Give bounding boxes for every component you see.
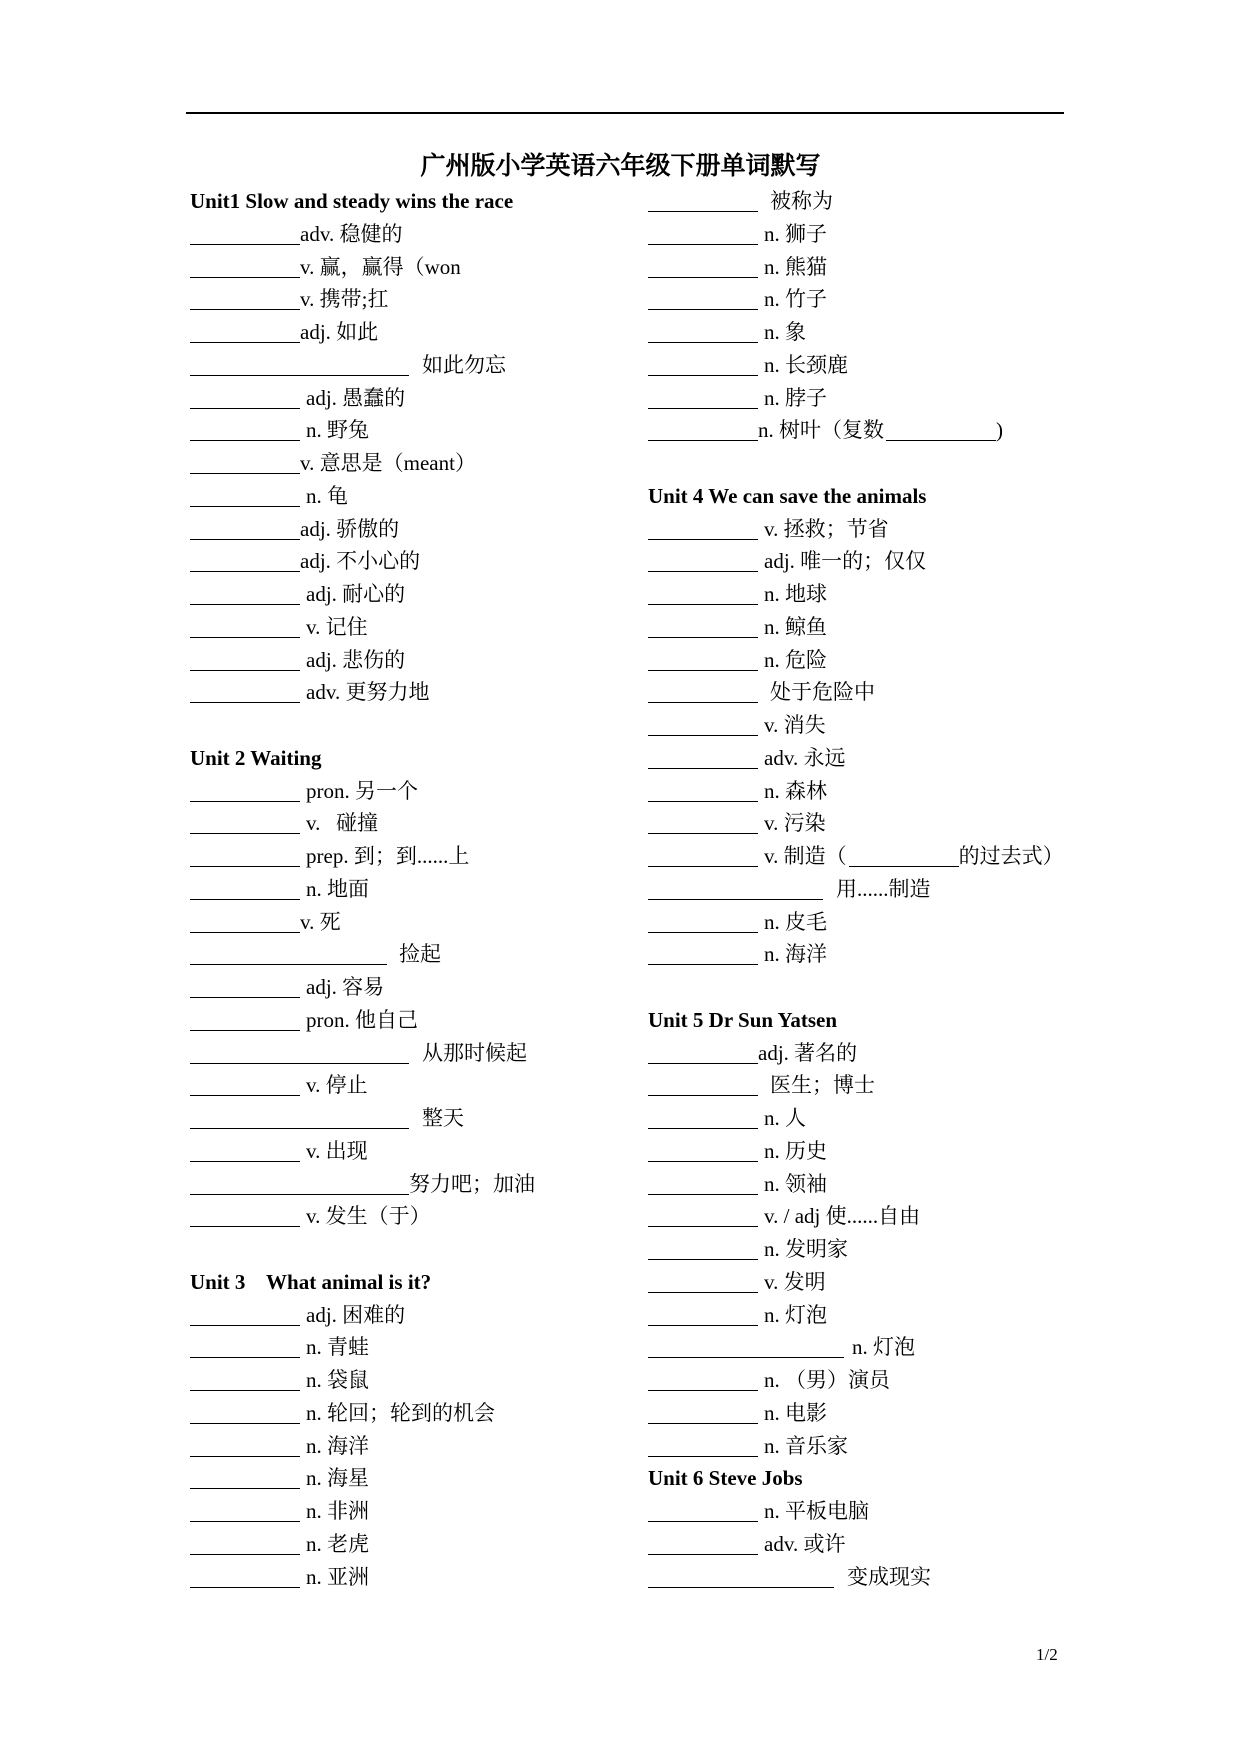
vocab-prompt: 捡起 xyxy=(399,942,441,967)
answer-blank xyxy=(648,1337,844,1358)
unit-heading: Unit 6 Steve Jobs xyxy=(648,1466,803,1491)
vocab-prompt: v. 拯救；节省 xyxy=(764,516,889,541)
vocab-prompt: n. 危险 xyxy=(764,647,827,672)
left-column xyxy=(190,185,630,1593)
vocab-prompt: adv. 更努力地 xyxy=(306,680,430,705)
vocab-row xyxy=(190,1561,630,1594)
vocab-row xyxy=(648,545,1088,578)
vocab-prompt: adj. 骄傲的 xyxy=(300,516,400,541)
plural-answer-blank xyxy=(886,420,996,441)
vocab-prompt: v. 碰撞 xyxy=(306,811,379,836)
vocab-prompt: n. 海洋 xyxy=(764,942,827,967)
vocab-row xyxy=(648,1200,1088,1233)
answer-blank xyxy=(648,1174,758,1195)
answer-blank xyxy=(648,1043,758,1064)
page-number: 1/2 xyxy=(1036,1645,1058,1664)
vocab-row xyxy=(648,185,1088,218)
vocab-row xyxy=(648,1397,1088,1430)
unit-heading: Unit 2 Waiting xyxy=(190,745,322,770)
vocab-row xyxy=(190,382,630,415)
vocab-row xyxy=(190,873,630,906)
vocab-row xyxy=(190,1102,630,1135)
vocab-prompt: 努力吧；加油 xyxy=(409,1171,535,1196)
vocab-row xyxy=(648,283,1088,316)
vocab-prompt: v. 发生（于） xyxy=(306,1204,431,1229)
vocab-row xyxy=(648,1561,1088,1594)
vocab-row xyxy=(648,382,1088,415)
answer-blank xyxy=(190,846,300,867)
vocab-row xyxy=(190,938,630,971)
vocab-row xyxy=(190,1168,630,1201)
answer-blank xyxy=(648,1403,758,1424)
vocab-row xyxy=(190,1069,630,1102)
vocab-prompt: n. 树叶（复数 xyxy=(758,418,884,443)
vocab-prompt: adj. 如此 xyxy=(300,320,379,344)
answer-blank xyxy=(648,912,758,933)
vocab-prompt: 从那时候起 xyxy=(422,1040,527,1065)
vocab-prompt: n. 袋鼠 xyxy=(306,1368,369,1392)
vocab-prompt: n. 非洲 xyxy=(306,1499,369,1523)
answer-blank xyxy=(648,355,758,376)
answer-blank xyxy=(190,355,409,376)
answer-blank xyxy=(190,1403,300,1424)
vocab-prompt: adj. 唯一的；仅仅 xyxy=(764,549,927,574)
answer-blank xyxy=(190,1436,300,1457)
vocab-row xyxy=(190,251,630,284)
vocab-prompt-close: 的过去式） xyxy=(958,844,1064,868)
vocab-prompt: adv. 永远 xyxy=(764,745,846,770)
answer-blank xyxy=(190,1108,409,1129)
vocab-prompt: n. 灯泡 xyxy=(764,1302,827,1327)
vocab-prompt-close: ) xyxy=(996,418,1003,443)
vocab-prompt: v. 污染 xyxy=(764,811,826,836)
vocab-prompt: n. 发明家 xyxy=(764,1237,848,1261)
answer-blank xyxy=(648,1567,834,1588)
vocab-prompt: v. 赢，赢得（won xyxy=(300,254,461,279)
answer-blank xyxy=(190,912,300,933)
vocab-row xyxy=(648,218,1088,251)
unit-heading: Unit1 Slow and steady wins the race xyxy=(190,189,514,213)
answer-blank xyxy=(648,420,758,441)
answer-blank xyxy=(648,584,758,605)
vocab-prompt: adv. 或许 xyxy=(764,1531,846,1556)
vocab-row xyxy=(648,1364,1088,1397)
answer-blank xyxy=(190,1010,300,1031)
vocab-prompt: adj. 悲伤的 xyxy=(306,647,406,672)
vocab-row xyxy=(190,906,630,939)
vocab-row xyxy=(190,1462,630,1495)
answer-blank xyxy=(648,1436,758,1457)
vocab-prompt: adj. 容易 xyxy=(306,975,385,999)
vocab-row xyxy=(190,775,630,808)
answer-blank xyxy=(648,1370,758,1391)
answer-blank xyxy=(190,879,300,900)
vocab-prompt: n. 音乐家 xyxy=(764,1433,848,1458)
answer-blank xyxy=(648,650,758,671)
vocab-row xyxy=(648,1069,1088,1102)
answer-blank xyxy=(648,1141,758,1162)
vocab-prompt: 医生；博士 xyxy=(770,1073,875,1098)
answer-blank xyxy=(190,224,300,245)
vocab-prompt: n. 皮毛 xyxy=(764,909,827,934)
vocab-prompt: n. 地面 xyxy=(306,876,369,901)
vocab-prompt: adj. 困难的 xyxy=(306,1302,406,1327)
unit-heading: Unit 3 What animal is it? xyxy=(190,1269,432,1294)
answer-blank xyxy=(190,1370,300,1391)
answer-blank xyxy=(190,1534,300,1555)
answer-blank xyxy=(648,519,758,540)
answer-blank xyxy=(648,224,758,245)
answer-blank xyxy=(648,1108,758,1129)
vocab-row xyxy=(190,1004,630,1037)
vocab-prompt: pron. 另一个 xyxy=(306,778,418,803)
answer-blank xyxy=(190,813,300,834)
answer-blank xyxy=(190,1075,300,1096)
vocab-prompt: pron. 他自己 xyxy=(306,1007,418,1032)
answer-blank xyxy=(190,944,387,965)
vocab-row xyxy=(648,1135,1088,1168)
vocab-row xyxy=(190,971,630,1004)
vocab-row xyxy=(190,1037,630,1070)
answer-blank xyxy=(648,748,758,769)
answer-blank xyxy=(648,617,758,638)
vocab-prompt: n. 地球 xyxy=(764,582,827,606)
vocab-row xyxy=(190,611,630,644)
vocab-prompt: n. 老虎 xyxy=(306,1531,369,1556)
vocab-row xyxy=(648,414,1088,447)
answer-blank xyxy=(190,322,300,343)
vocab-row xyxy=(648,938,1088,971)
answer-blank xyxy=(648,551,758,572)
vocab-row xyxy=(190,1299,630,1332)
vocab-row xyxy=(190,1430,630,1463)
answer-blank xyxy=(648,1272,758,1293)
answer-blank xyxy=(648,1206,758,1227)
answer-blank xyxy=(190,1567,300,1588)
vocab-row xyxy=(648,906,1088,939)
vocab-prompt: adj. 著名的 xyxy=(758,1040,858,1065)
vocab-prompt: n. 狮子 xyxy=(764,221,827,246)
answer-blank xyxy=(190,584,300,605)
vocab-row xyxy=(190,513,630,546)
answer-blank xyxy=(648,191,758,212)
vocab-prompt: v. 停止 xyxy=(306,1073,368,1098)
answer-blank xyxy=(190,388,300,409)
answer-blank xyxy=(648,388,758,409)
header-rule xyxy=(186,112,1064,114)
vocab-row xyxy=(648,775,1088,808)
vocab-prompt: v. 出现 xyxy=(306,1138,368,1163)
vocab-prompt: 被称为 xyxy=(770,189,833,213)
answer-blank xyxy=(648,781,758,802)
answer-blank xyxy=(648,682,758,703)
vocab-row xyxy=(648,676,1088,709)
vocab-prompt: n. 人 xyxy=(764,1106,806,1130)
vocab-prompt: n. 长颈鹿 xyxy=(764,352,848,377)
answer-blank xyxy=(190,257,300,278)
vocab-prompt: adv. 稳健的 xyxy=(300,221,403,246)
vocab-row xyxy=(190,1495,630,1528)
answer-blank xyxy=(648,879,823,900)
vocab-prompt: n. 鲸鱼 xyxy=(764,614,827,639)
vocab-prompt: n. 竹子 xyxy=(764,287,827,312)
answer-blank xyxy=(190,486,300,507)
vocab-row xyxy=(648,1299,1088,1332)
vocab-row xyxy=(648,873,1088,906)
answer-blank xyxy=(190,1305,300,1326)
answer-blank xyxy=(190,781,300,802)
vocab-row xyxy=(648,1331,1088,1364)
vocab-row xyxy=(190,644,630,677)
vocab-row xyxy=(648,1495,1088,1528)
vocab-row xyxy=(190,807,630,840)
vocab-prompt: n. 电影 xyxy=(764,1400,827,1425)
vocab-row xyxy=(190,316,630,349)
answer-blank xyxy=(648,1501,758,1522)
vocab-prompt: v. 发明 xyxy=(764,1269,826,1294)
vocab-row xyxy=(190,578,630,611)
answer-blank xyxy=(190,1468,300,1489)
vocab-row xyxy=(190,1364,630,1397)
vocab-prompt: n. 青蛙 xyxy=(306,1335,369,1360)
page-title: 广州版小学英语六年级下册单词默写 xyxy=(420,153,821,180)
answer-blank xyxy=(190,1501,300,1522)
vocab-prompt: n. 历史 xyxy=(764,1138,827,1163)
vocab-prompt: n. 灯泡 xyxy=(852,1335,915,1360)
vocab-prompt: v. 意思是（meant） xyxy=(300,451,476,475)
answer-blank xyxy=(190,977,300,998)
vocab-row xyxy=(648,611,1088,644)
vocab-prompt: adj. 耐心的 xyxy=(306,582,406,606)
answer-blank xyxy=(648,813,758,834)
answer-blank xyxy=(190,1174,409,1195)
vocab-prompt: n. 海洋 xyxy=(306,1433,369,1458)
vocab-prompt: 整天 xyxy=(422,1106,464,1130)
vocab-row xyxy=(648,644,1088,677)
vocab-prompt: adj. 不小心的 xyxy=(300,549,421,574)
vocab-row xyxy=(190,1528,630,1561)
answer-blank xyxy=(190,1206,300,1227)
vocab-row xyxy=(648,1430,1088,1463)
vocab-row xyxy=(648,316,1088,349)
vocab-prompt: 变成现实 xyxy=(847,1564,931,1589)
vocab-row xyxy=(648,1266,1088,1299)
vocab-row xyxy=(190,1135,630,1168)
vocab-row xyxy=(648,513,1088,546)
vocab-row xyxy=(190,1331,630,1364)
answer-blank xyxy=(648,715,758,736)
vocab-row xyxy=(648,742,1088,775)
vocab-prompt: v. 制造（ xyxy=(764,844,847,868)
vocab-prompt: n. 亚洲 xyxy=(306,1564,369,1589)
vocab-prompt: 用......制造 xyxy=(836,876,931,901)
vocab-row xyxy=(648,709,1088,742)
answer-blank xyxy=(190,420,300,441)
vocab-row xyxy=(648,840,1088,873)
past-tense-answer-blank xyxy=(849,846,959,867)
vocab-prompt: n. 海星 xyxy=(306,1466,369,1491)
vocab-row xyxy=(190,1397,630,1430)
vocab-row xyxy=(190,283,630,316)
vocab-prompt: 处于危险中 xyxy=(770,680,875,705)
answer-blank xyxy=(190,289,300,310)
answer-blank xyxy=(648,1305,758,1326)
vocab-prompt: 如此勿忘 xyxy=(422,352,506,377)
answer-blank xyxy=(648,944,758,965)
vocab-prompt: v. 消失 xyxy=(764,713,826,737)
vocab-prompt: n. 熊猫 xyxy=(764,254,827,279)
vocab-prompt: n. 领袖 xyxy=(764,1171,827,1196)
vocab-prompt: v. 携带;扛 xyxy=(300,287,389,312)
vocab-prompt: n. （男）演员 xyxy=(764,1368,890,1392)
vocab-row xyxy=(190,414,630,447)
answer-blank xyxy=(648,846,758,867)
unit-heading: Unit 5 Dr Sun Yatsen xyxy=(648,1007,838,1032)
vocab-row xyxy=(648,1233,1088,1266)
answer-blank xyxy=(190,453,300,474)
vocab-row xyxy=(190,218,630,251)
vocab-row xyxy=(190,447,630,480)
vocab-row xyxy=(648,1528,1088,1561)
vocab-prompt: n. 野兔 xyxy=(306,418,369,443)
vocab-prompt: n. 象 xyxy=(764,320,806,344)
vocab-prompt: v. 死 xyxy=(300,909,341,934)
unit-heading: Unit 4 We can save the animals xyxy=(648,483,927,508)
vocab-row xyxy=(190,1200,630,1233)
vocab-prompt: prep. 到；到......上 xyxy=(306,844,470,868)
answer-blank xyxy=(190,1337,300,1358)
vocab-row xyxy=(648,1102,1088,1135)
vocab-prompt: n. 轮回；轮到的机会 xyxy=(306,1400,495,1425)
vocab-row xyxy=(190,480,630,513)
answer-blank xyxy=(648,257,758,278)
vocab-prompt: v. 记住 xyxy=(306,614,368,639)
answer-blank xyxy=(648,1075,758,1096)
answer-blank xyxy=(190,682,300,703)
vocab-row xyxy=(190,349,630,382)
answer-blank xyxy=(648,322,758,343)
answer-blank xyxy=(190,617,300,638)
answer-blank xyxy=(190,1043,409,1064)
vocab-prompt: n. 平板电脑 xyxy=(764,1499,869,1523)
answer-blank xyxy=(190,650,300,671)
vocab-prompt: v. / adj 使......自由 xyxy=(764,1204,921,1229)
vocab-prompt: adj. 愚蠢的 xyxy=(306,385,406,410)
answer-blank xyxy=(190,1141,300,1162)
vocab-row xyxy=(648,807,1088,840)
vocab-row xyxy=(190,545,630,578)
answer-blank xyxy=(190,519,300,540)
answer-blank xyxy=(190,551,300,572)
vocab-row xyxy=(190,840,630,873)
answer-blank xyxy=(648,1239,758,1260)
vocab-row xyxy=(648,578,1088,611)
vocab-row xyxy=(190,676,630,709)
vocab-row xyxy=(648,349,1088,382)
vocab-row xyxy=(648,1168,1088,1201)
vocab-row xyxy=(648,1037,1088,1070)
right-column xyxy=(648,185,1088,1593)
answer-blank xyxy=(648,1534,758,1555)
vocab-prompt: n. 脖子 xyxy=(764,385,827,410)
vocab-prompt: n. 龟 xyxy=(306,483,348,508)
vocab-row xyxy=(648,251,1088,284)
answer-blank xyxy=(648,289,758,310)
vocab-prompt: n. 森林 xyxy=(764,778,827,803)
